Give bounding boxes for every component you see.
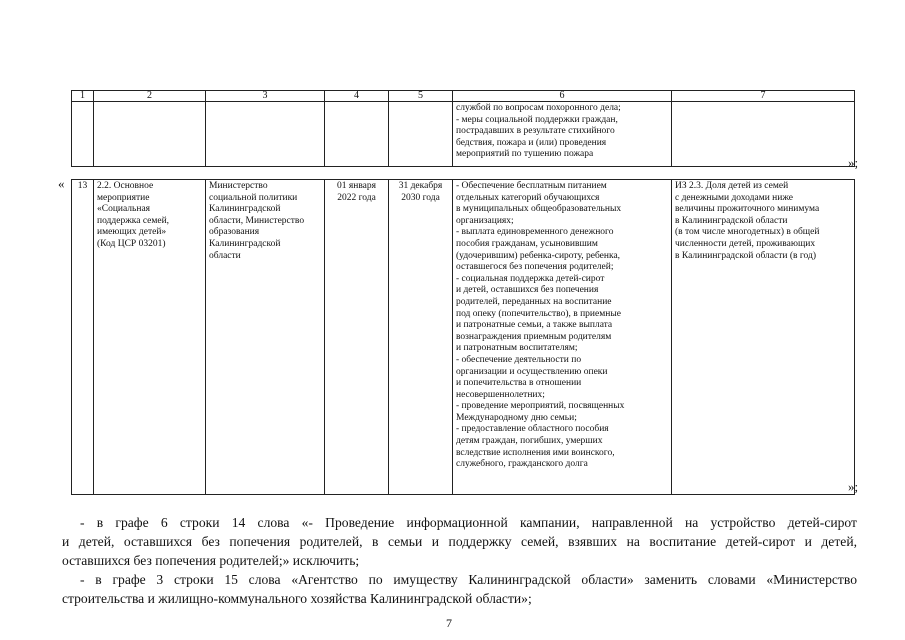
table-cell <box>206 102 325 167</box>
header-cell: 4 <box>325 91 389 102</box>
paragraph-line: строительства и жилищно-коммунального хозяйства Калининградской области»; <box>62 591 532 606</box>
header-cell: 7 <box>672 91 855 102</box>
cell-line: численности детей, проживающих <box>675 238 816 249</box>
row-number: 13 <box>72 180 94 495</box>
cell-line: поддержка семей, <box>97 215 170 226</box>
cell-line: вследствие исполнения ими воинского, <box>456 447 615 458</box>
cell-line: - выплата единовременного денежного <box>456 227 614 238</box>
header-cell: 2 <box>94 91 206 102</box>
table-header-row <box>72 91 855 102</box>
cell-line: вознаграждения приемным родителям <box>456 331 612 342</box>
opening-quote-mark: « <box>58 176 65 191</box>
cell-line: (Код ЦСР 03201) <box>97 238 166 249</box>
header-cell: 1 <box>72 91 94 102</box>
paragraph-line: и детей, оставшихся без попечения родителей, в семьи и поддержку семей, взявших на воспитание детей-сирот и детей, <box>62 534 857 549</box>
table-row-13 <box>71 179 855 495</box>
cell-measure-name <box>94 180 206 495</box>
cell-indicator <box>672 180 855 495</box>
cell-line: оставшегося без попечения родителей; <box>456 262 614 273</box>
cell-end-date <box>389 180 453 495</box>
cell-line: - социальная поддержка детей-сирот <box>456 273 605 284</box>
cell-line: Калининградской <box>209 204 281 215</box>
table-row <box>72 102 855 167</box>
cell-line: пострадавших в результате стихийного <box>456 126 615 137</box>
cell-line: области, Министерство <box>209 215 305 226</box>
closing-quote-mark: »; <box>848 479 859 494</box>
cell-line: образования <box>209 227 260 238</box>
paragraph-line: - в графе 3 строки 15 слова «Агентство по имуществу Калининградской области» заменить словами «Министерство <box>80 572 857 587</box>
cell-line: мероприятий по тушению пожара <box>456 149 594 160</box>
cell-line: 01 января <box>336 181 377 191</box>
cell-line: (удочерившим) ребенка-сироту, ребенка, <box>456 250 621 261</box>
cell-line: в муниципальных общеобразовательных <box>456 204 622 215</box>
cell-line: и детей, оставшихся без попечения <box>456 285 599 296</box>
cell-line: 2.2. Основное <box>97 181 154 191</box>
cell-line: Калининградской <box>209 238 281 249</box>
table-cell-measures <box>453 102 672 167</box>
cell-line: служебного, гражданского долга <box>456 459 588 470</box>
cell-line: - предоставление областного пособия <box>456 424 609 435</box>
cell-line: детям граждан, погибших, умерших <box>456 436 603 447</box>
cell-line: службой по вопросам похоронного дела; <box>456 103 621 113</box>
cell-line: бедствия, пожара и (или) проведения <box>456 137 607 148</box>
cell-line: Международному дню семьи; <box>456 412 577 423</box>
table-cell <box>72 102 94 167</box>
cell-line: отдельных категорий обучающихся <box>456 192 600 203</box>
cell-line: - Обеспечение бесплатным питанием <box>456 181 607 191</box>
amendment-paragraph <box>62 513 857 570</box>
table-row <box>72 180 855 495</box>
table-cell <box>672 102 855 167</box>
amendment-paragraph <box>62 570 857 608</box>
cell-line: несовершеннолетних; <box>456 389 545 400</box>
table-cell <box>94 102 206 167</box>
cell-line: - обеспечение деятельности по <box>456 354 582 365</box>
cell-line: организации и осуществлению опеки <box>456 366 608 377</box>
cell-line: «Социальная <box>97 204 151 215</box>
cell-line: Министерство <box>209 181 268 191</box>
cell-executor <box>206 180 325 495</box>
cell-line: в Калининградской области <box>675 215 788 226</box>
cell-line: 2022 года <box>337 192 376 203</box>
header-cell: 5 <box>389 91 453 102</box>
table-continuation <box>71 90 855 167</box>
cell-line: 2030 года <box>401 192 440 203</box>
cell-line: с денежными доходами ниже <box>675 192 793 203</box>
cell-line: 31 декабря <box>398 181 443 191</box>
cell-line: - проведение мероприятий, посвященных <box>456 401 625 412</box>
cell-line: в Калининградской области (в год) <box>675 250 816 261</box>
page-number: 7 <box>446 616 452 630</box>
table-cell <box>325 102 389 167</box>
cell-line: родителей, переданных на воспитание <box>456 296 612 307</box>
cell-line: ИЗ 2.3. Доля детей из семей <box>675 181 789 191</box>
cell-line: - меры социальной поддержки граждан, <box>456 114 618 125</box>
cell-line: мероприятие <box>97 192 150 203</box>
cell-line: (в том числе многодетных) в общей <box>675 227 820 238</box>
cell-line: и патронатным воспитателям; <box>456 343 578 354</box>
cell-line: организациях; <box>456 215 514 226</box>
paragraph-line: оставшихся без попечения родителей;» исключить; <box>62 553 360 568</box>
header-cell: 6 <box>453 91 672 102</box>
cell-start-date <box>325 180 389 495</box>
cell-line: области <box>209 250 241 261</box>
cell-line: и попечительства в отношении <box>456 378 582 389</box>
cell-measures <box>453 180 672 495</box>
cell-line: и патронатные семьи, а также выплата <box>456 320 613 331</box>
cell-line: величины прожиточного минимума <box>675 204 820 215</box>
paragraph-line: - в графе 6 строки 14 слова «- Проведение информационной кампании, направленной на устройство детей-сирот <box>80 515 857 530</box>
closing-quote-mark: »; <box>848 155 859 170</box>
cell-line: пособия гражданам, усыновившим <box>456 238 598 249</box>
cell-line: под опеку (попечительство), в приемные <box>456 308 621 319</box>
cell-line: социальной политики <box>209 192 298 203</box>
table-cell <box>389 102 453 167</box>
cell-line: имеющих детей» <box>97 227 167 238</box>
header-cell: 3 <box>206 91 325 102</box>
